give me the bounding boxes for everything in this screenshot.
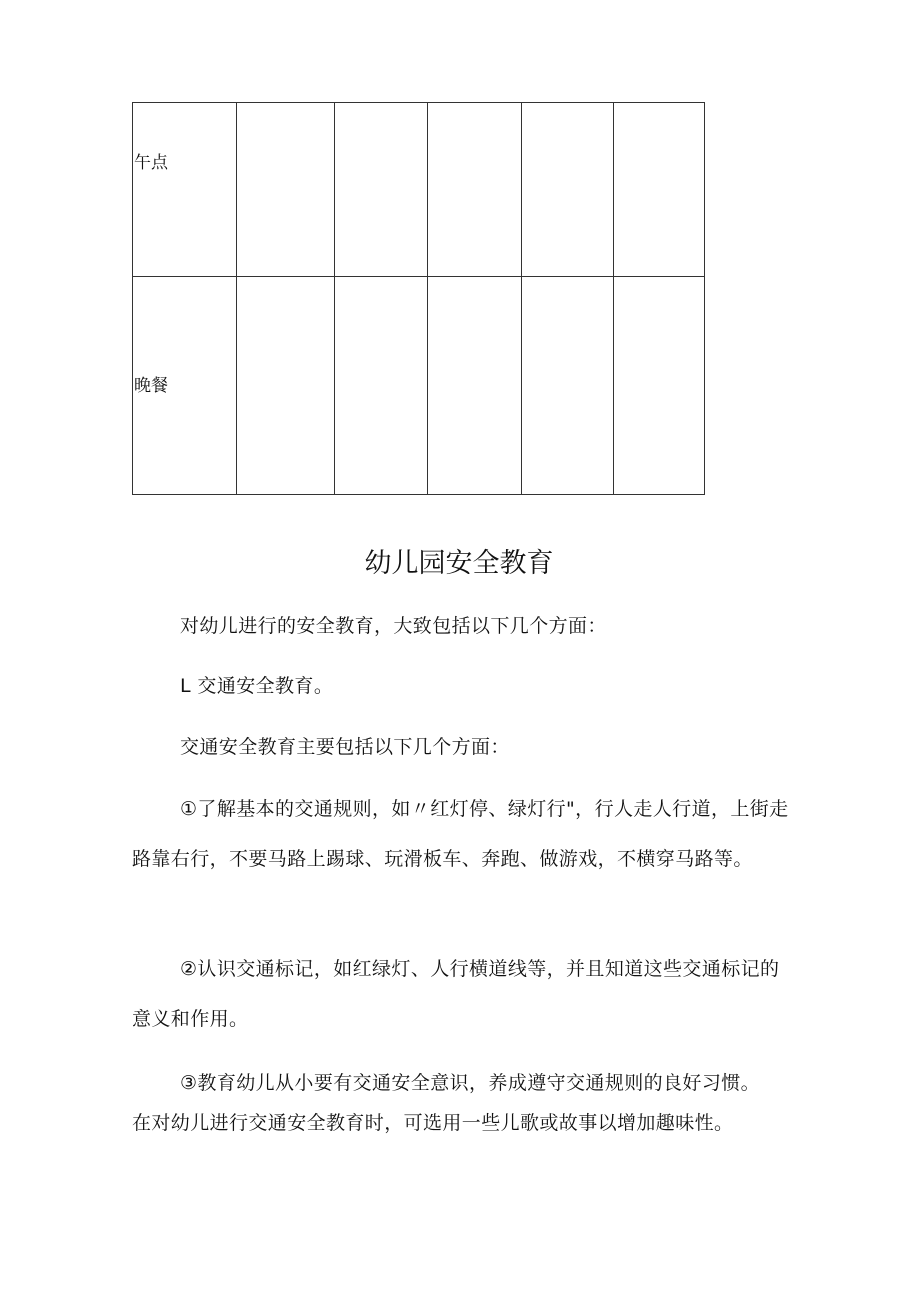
table-cell: [335, 277, 428, 495]
table-cell: [428, 277, 522, 495]
section-heading-traffic-safety: L 交通安全教育。: [180, 675, 334, 697]
traffic-intro-paragraph: 交通安全教育主要包括以下几个方面：: [180, 736, 510, 758]
intro-paragraph: 对幼儿进行的安全教育，大致包括以下几个方面：: [180, 615, 607, 637]
row-label-dinner: 晚餐: [133, 277, 237, 495]
table-row-afternoon-snack: [133, 103, 705, 277]
traffic-rules-paragraph: ①了解基本的交通规则，如〃红灯停、绿灯行"，行人走人行道，上街走路靠右行，不要马路上踢球、玩滑板车、奔跑、做游戏，不横穿马路等。: [132, 798, 789, 870]
table-cell: [614, 103, 705, 277]
table-cell: [614, 277, 705, 495]
traffic-signs-paragraph: ②认识交通标记，如红绿灯、人行横道线等，并且知道这些交通标记的意义和作用。: [132, 958, 780, 1030]
table-cell: [335, 103, 428, 277]
table-cell: [237, 103, 335, 277]
document-title: 幼儿园安全教育: [364, 548, 554, 579]
table-row-dinner: [133, 277, 705, 495]
row-label-afternoon-snack: 午点: [133, 103, 237, 277]
table-cell: [522, 103, 614, 277]
awareness-paragraph: ③教育幼儿从小要有交通安全意识，养成遵守交通规则的良好习惯。: [180, 1072, 761, 1094]
table-cell: [237, 277, 335, 495]
table-cell: [522, 277, 614, 495]
meal-schedule-table: [132, 102, 705, 495]
method-paragraph: 在对幼儿进行交通安全教育时，可选用一些儿歌或故事以增加趣味性。: [132, 1112, 734, 1134]
table-cell: [428, 103, 522, 277]
